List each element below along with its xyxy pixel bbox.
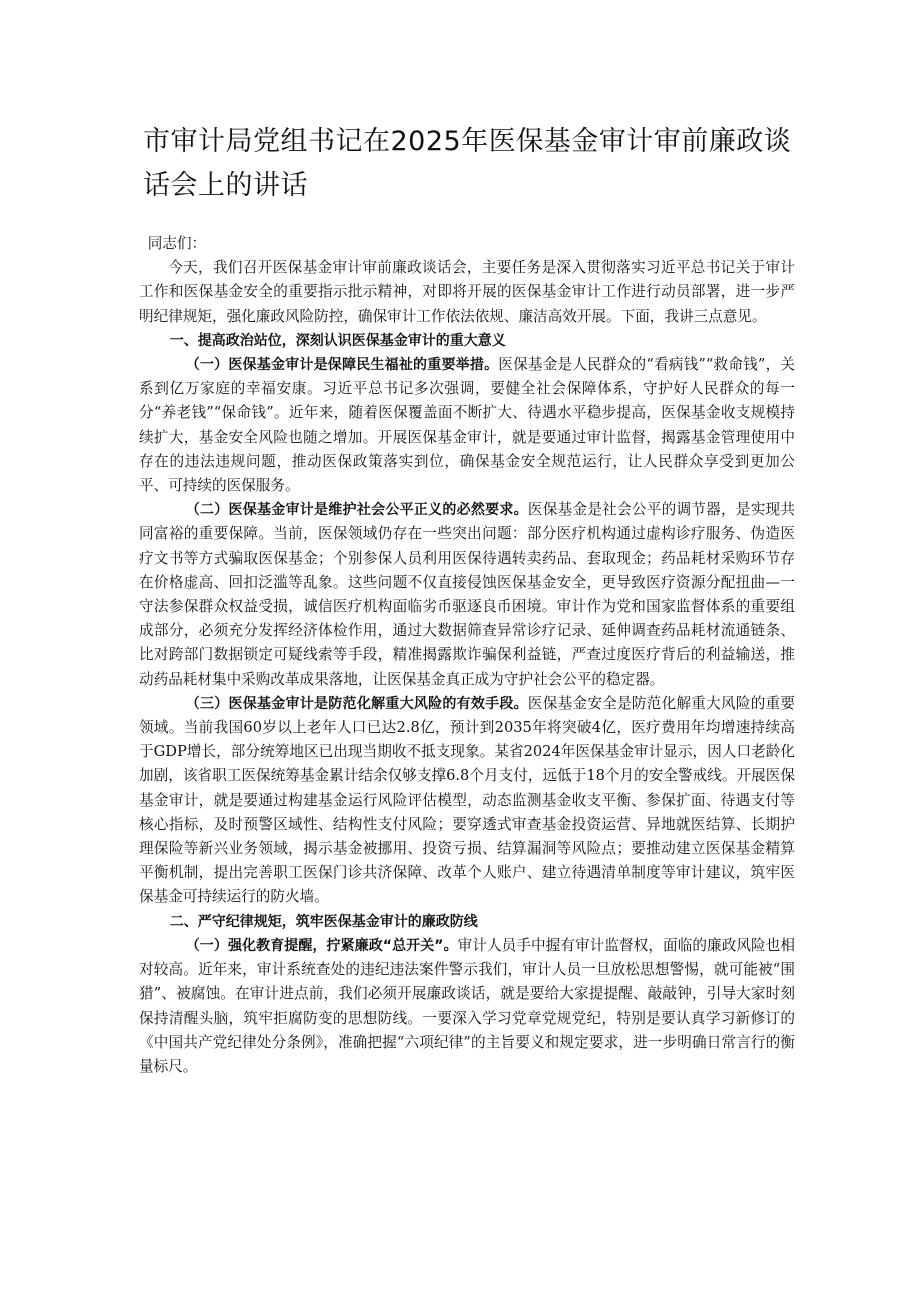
page-title: 市审计局党组书记在2025年医保基金审计审前廉政谈话会上的讲话 [143, 126, 792, 201]
section-2-heading: 二、严守纪律规矩，筑牢医保基金审计的廉政防线 [169, 913, 478, 930]
section-1-item-2-text: 医保基金是社会公平的调节器，是实现共同富裕的重要保障。当前，医保领域仍存在一些突出问题：部分医疗机构通过虚构诊疗服务、伪造医疗文书等方式骗取医保基金；个别参保人员利用医保待遇转卖药品、套取现金；药品耗材采购环节存在价格虚高、回扣泛滥等乱象。这些问题不仅直接侵蚀医保基金安全，更导致医疗资源分配扭曲—一守法参保群众权益受损，诚信医疗机构面临劣币驱逐良币困境。审计作为党和国家监督体系的重要组成部分，必须充分发挥经济体检作用，通过大数据筛查异常诊疗记录、延伸调查药品耗材流通链条、比对跨部门数据锁定可疑线索等手段，精准揭露欺诈骗保利益链，严查过度医疗背后的利益输送，推动药品耗材集中采购改革成果落地，让医保基金真正成为守护社会公平的稳定器。 [139, 501, 795, 688]
section-1-item-3-subheading: （三）医保基金审计是防范化解重大风险的有效手段。 [185, 695, 528, 712]
section-1-item-1 [139, 353, 795, 498]
section-2-item-1-text: 审计人员手中握有审计监督权，面临的廉政风险也相对较高。近年来，审计系统查处的违纪违法案件警示我们，审计人员一旦放松思想警惕，就可能被“围猎”、被腐蚀。在审计进点前，我们必须开展廉政谈话，就是要给大家提提醒、敲敲钟，引导大家时刻保持清醒头脑，筑牢拒腐防变的思想防线。一要深入学习党章党规党纪，特别是要认真学习新修订的《中国共产党纪律处分条例》，准确把握“六项纪律”的主旨要义和规定要求，进一步明确日常言行的衡量标尺。 [139, 936, 795, 1075]
section-1-heading: 一、提高政治站位，深刻认识医保基金审计的重大意义 [169, 332, 506, 349]
section-2-item-1-subheading: （一）强化教育提醒，拧紧廉政“总开关”。 [185, 937, 458, 954]
section-2-item-1 [139, 934, 795, 1079]
intro-paragraph: 今天，我们召开医保基金审计审前廉政谈话会，主要任务是深入贯彻落实习近平总书记关于审计工作和医保基金安全的重要指示批示精神，对即将开展的医保基金审计工作进行动员部署，进一步严明纪律规矩，强化廉政风险防控，确保审计工作依法依规、廉洁高效开展。下面，我讲三点意见。 [139, 259, 795, 325]
section-1-item-2-subheading: （二）医保基金审计是维护社会公平正义的必然要求。 [185, 502, 528, 519]
section-1-item-1-subheading: （一）医保基金审计是保障民生福祉的重要举措。 [185, 357, 499, 374]
section-1-item-3-text: 医保基金安全是防范化解重大风险的重要领域。当前我国60岁以上老年人口已达2.8亿，预计到2035年将突破4亿，医疗费用年均增速持续高于GDP增长，部分统筹地区已出现当期收不抵支现象。某省2024年医保基金审计显示，因人口老龄化加剧，该省职工医保统筹基金累计结余仅够支撑6.8个月支付，远低于18个月的安全警戒线。开展医保基金审计，就是要通过构建基金运行风险评估模型，动态监测基金收支平衡、参保扩面、待遇支付等核心指标，及时预警区域性、结构性支付风险；要穿透式审查基金投资运营、异地就医结算、长期护理保险等新兴业务领域，揭示基金被挪用、投资亏损、结算漏洞等风险点；要推动建立医保基金精算平衡机制，提出完善职工医保门诊共济保障、改革个人账户、建立待遇清单制度等审计建议，筑牢医保基金可持续运行的防火墙。 [139, 694, 795, 906]
section-1-item-2 [139, 498, 795, 692]
salutation: 同志们： [147, 235, 207, 252]
document-body [139, 232, 795, 1079]
section-1-item-1-text: 医保基金是人民群众的“看病钱”“救命钱”，关系到亿万家庭的幸福安康。习近平总书记多次强调，要健全社会保障体系，守护好人民群众的每一分“养老钱”“保命钱”。近年来，随着医保覆盖面不断扩大、待遇水平稳步提高，医保基金收支规模持续扩大，基金安全风险也随之增加。开展医保基金审计，就是要通过审计监督，揭露基金管理使用中存在的违法违规问题，推动医保政策落实到位，确保基金安全规范运行，让人民群众享受到更加公平、可持续的医保服务。 [139, 356, 795, 495]
section-1-item-3 [139, 692, 795, 910]
